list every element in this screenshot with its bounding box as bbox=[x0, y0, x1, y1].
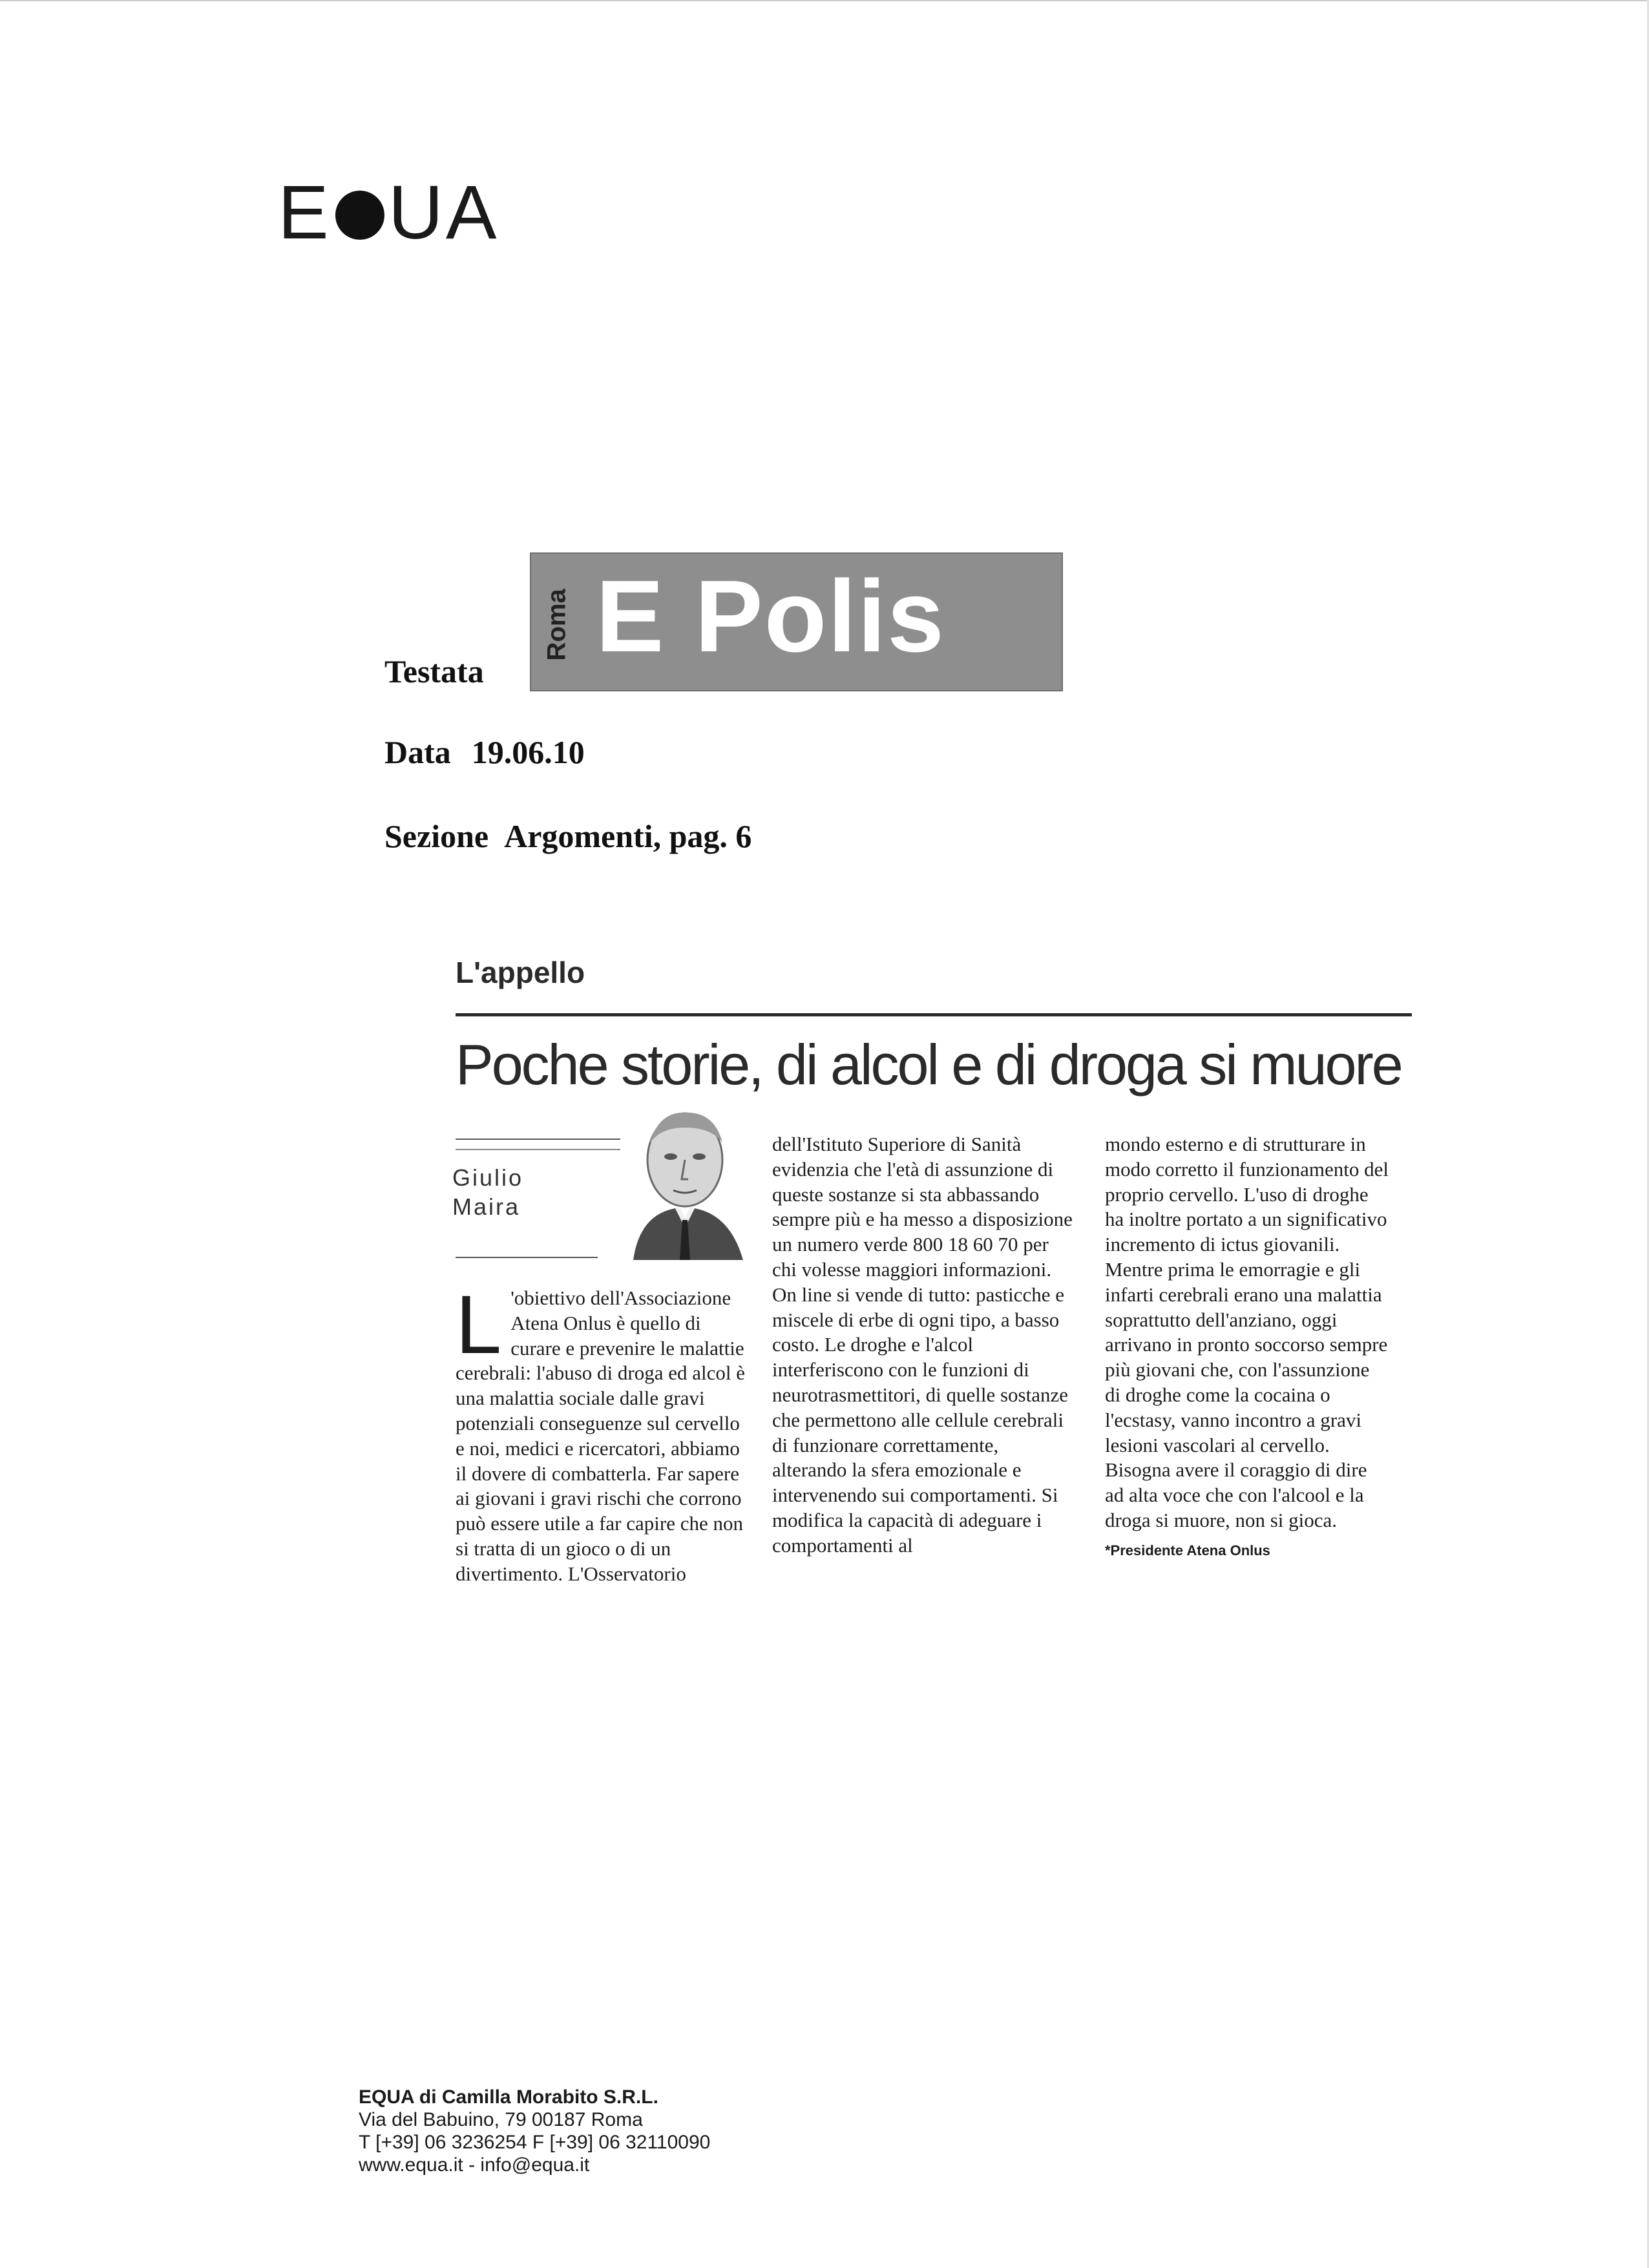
masthead-name: E Polis bbox=[596, 560, 945, 673]
footer-phones: T [+39] 06 3236254 F [+39] 06 32110090 bbox=[359, 2132, 711, 2153]
data-row bbox=[384, 733, 585, 771]
author-rule-bottom bbox=[456, 1257, 598, 1258]
footer-company: EQUA di Camilla Morabito S.R.L. bbox=[359, 2086, 658, 2108]
sezione-value: Argomenti, pag. 6 bbox=[504, 818, 752, 854]
equa-logo bbox=[278, 170, 499, 255]
sezione-row bbox=[384, 817, 751, 855]
article-headline: Poche storie, di alcol e di droga si muore bbox=[456, 1033, 1402, 1097]
author-last-name: Maira bbox=[452, 1193, 521, 1220]
column-3-text: mondo esterno e di strutturare in modo corretto il funzionamento del proprio cervello. L'uso di droghe ha inoltre portato a un significativo incremento di ictus giovanili. Mentre prima le emorragie e gli infarti cerebrali erano una malattia soprattutto dell'anziano, oggi arrivano in pronto soccorso sempre più giovani che, con l'assunzione di droghe come la cocaina o l'ecstasy, vanno incontro a gravi lesioni vascolari al cervello. Bisogna avere il coraggio di dire ad alta voce che con l'alcool e la droga si muore, non si gioca. bbox=[1105, 1133, 1389, 1531]
author-photo bbox=[620, 1098, 756, 1260]
logo-text-before: E bbox=[278, 170, 331, 255]
logo-text-after: UA bbox=[388, 170, 499, 255]
column-1-text: 'obiettivo dell'Associazione Atena Onlus è quello di curare e prevenire le malattie cerebrali: l'abuso di droga ed alcol è una malattia sociale dalle gravi potenziali conseguenze sul cervello e noi, medici e ricercatori, abbiamo il dovere di combatterla. Far sapere ai giovani i gravi rischi che corrono può essere utile a far capire che non si tratta di un gioco o di un divertimento. L'Osservatorio bbox=[456, 1286, 746, 1585]
data-value: 19.06.10 bbox=[471, 734, 585, 770]
article-column-3 bbox=[1105, 1132, 1389, 1564]
data-label: Data bbox=[384, 734, 451, 770]
sezione-label: Sezione bbox=[384, 818, 489, 854]
footer-address-block bbox=[359, 2086, 710, 2176]
author-name bbox=[452, 1163, 523, 1221]
author-signature: *Presidente Atena Onlus bbox=[1105, 1542, 1270, 1559]
scan-top-edge bbox=[0, 0, 1649, 1]
article-column-2 bbox=[772, 1132, 1076, 1559]
logo-dot-icon bbox=[335, 191, 384, 240]
publication-masthead bbox=[530, 552, 1063, 691]
article-dropcap: L bbox=[456, 1279, 502, 1371]
footer-address: Via del Babuino, 79 00187 Roma bbox=[359, 2109, 643, 2130]
article-column-1 bbox=[456, 1279, 750, 1587]
footer-web: www.equa.it - info@equa.it bbox=[359, 2154, 590, 2176]
column-2-text: dell'Istituto Superiore di Sanità evidenzia che l'età di assunzione di queste sostanze si sta abbassando sempre più e ha messo a disposizione un numero verde 800 18 60 70 per chi volesse maggiori informazioni. On line si vende di tutto: pasticche e miscele di erbe di ogni tipo, a basso costo. Le droghe e l'alcol interferiscono con le funzioni di neurotrasmettitori, di quelle sostanze che permettono alle cellule cerebrali di funzionare correttamente, alterando la sfera emozionale e intervenendo sui comportamenti. Si modifica la capacità di adeguare i comportamenti al bbox=[772, 1133, 1073, 1557]
headline-rule bbox=[456, 1013, 1412, 1016]
author-first-name: Giulio bbox=[452, 1164, 524, 1191]
article-kicker: L'appello bbox=[456, 956, 585, 989]
masthead-side-label: Roma bbox=[542, 589, 571, 661]
testata-label: Testata bbox=[384, 653, 484, 689]
